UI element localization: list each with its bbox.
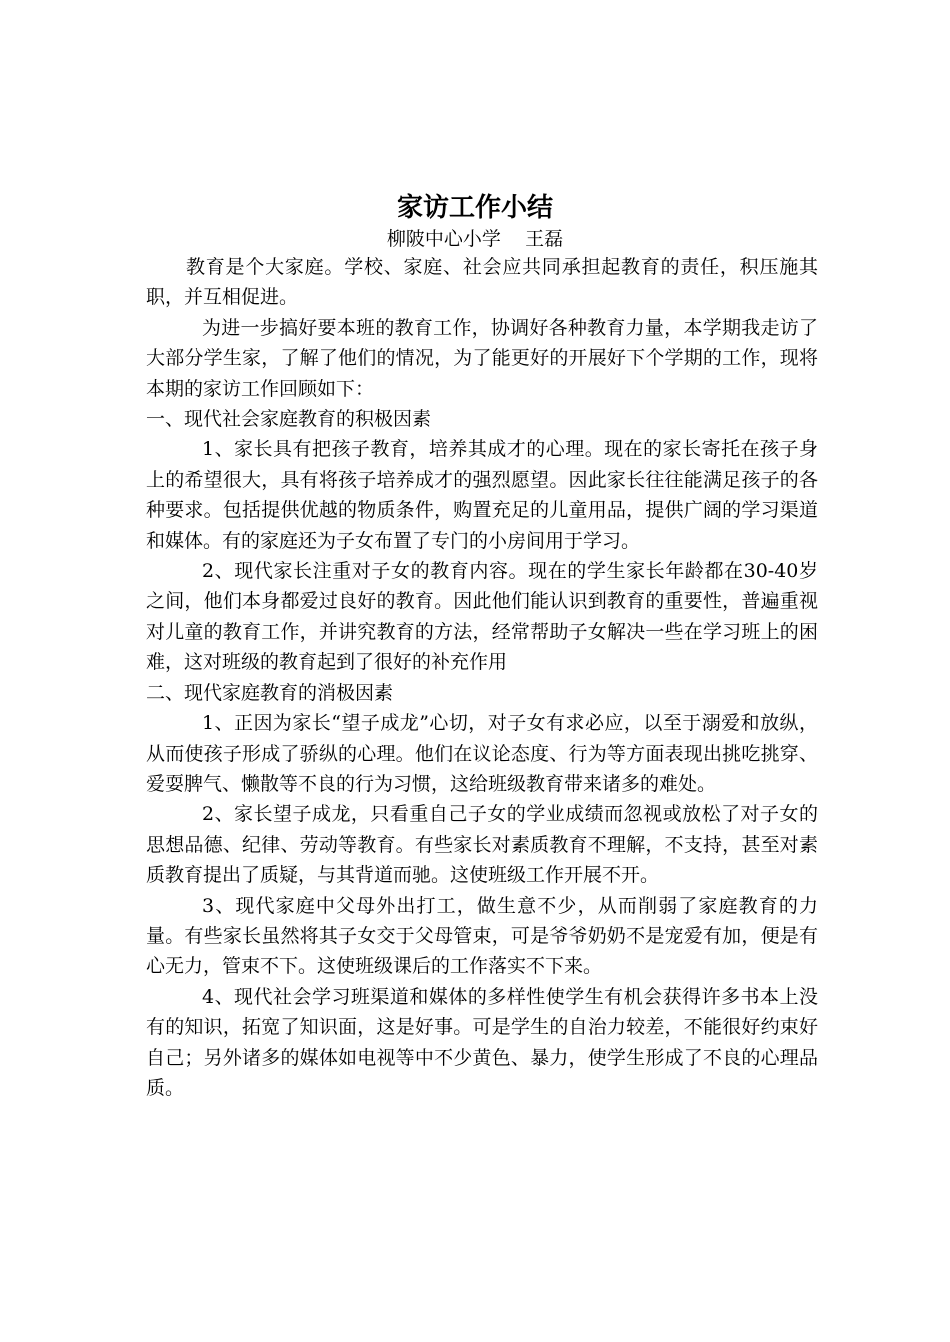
paragraph-intro: 教育是个大家庭。学校、家庭、社会应共同承担起教育的责任，积压施其职，并互相促进。 xyxy=(146,256,818,309)
paragraph-negative-1: 1、正因为家长“望子成龙”心切，对子女有求必应，以至于溺爱和放纵，从而使孩子形成了骄纵的心理。他们在议论态度、行为等方面表现出挑吃挑穿、爱耍脾气、懒散等不良的行为习惯，这给班级教育带来诸多的难处。 xyxy=(146,712,818,795)
author-line: 柳陂中心小学 王磊 xyxy=(386,228,564,250)
paragraph-negative-4: 4、现代社会学习班渠道和媒体的多样性使学生有机会获得许多书本上没有的知识，拓宽了知识面，这是好事。可是学生的自治力较差，不能很好约束好自己；另外诸多的媒体如电视等中不少黄色、暴力，使学生形成了不良的心理品质。 xyxy=(146,985,818,1099)
section-heading-negative: 二、现代家庭教育的消极因素 xyxy=(146,681,394,704)
paragraph-negative-2: 2、家长望子成龙，只看重自己子女的学业成绩而忽视或放松了对子女的思想品德、纪律、劳动等教育。有些家长对素质教育不理解，不支持，甚至对素质教育提出了质疑，与其背道而驰。这使班级工作开展不开。 xyxy=(146,803,818,887)
paragraph-negative-3: 3、现代家庭中父母外出打工，做生意不少，从而削弱了家庭教育的力量。有些家长虽然将其子女交于父母管束，可是爷爷奶奶不是宠爱有加，便是有心无力，管束不下。这使班级课后的工作落实不下来。 xyxy=(146,894,818,978)
section-heading-positive: 一、现代社会家庭教育的积极因素 xyxy=(146,408,432,431)
document-body xyxy=(146,252,818,1103)
paragraph-positive-1: 1、家长具有把孩子教育，培养其成才的心理。现在的家长寄托在孩子身上的希望很大，具有将孩子培养成才的强烈愿望。因此家长往往能满足孩子的各种要求。包括提供优越的物质条件，购置充足的儿童用品，提供广阔的学习渠道和媒体。有的家庭还为子女布置了专门的小房间用于学习。 xyxy=(146,438,818,552)
paragraph-positive-2: 2、现代家长注重对子女的教育内容。现在的学生家长年龄都在30-40岁之间，他们本身都爱过良好的教育。因此他们能认识到教育的重要性，普遍重视对儿童的教育工作，并讲究教育的方法，经常帮助子女解决一些在学习班上的困难，这对班级的教育起到了很好的补充作用 xyxy=(146,560,818,674)
document-title: 家访工作小结 xyxy=(396,193,553,223)
paragraph-purpose: 为进一步搞好要本班的教育工作，协调好各种教育力量，本学期我走访了大部分学生家，了解了他们的情况，为了能更好的开展好下个学期的工作，现将本期的家访工作回顾如下： xyxy=(146,316,818,400)
